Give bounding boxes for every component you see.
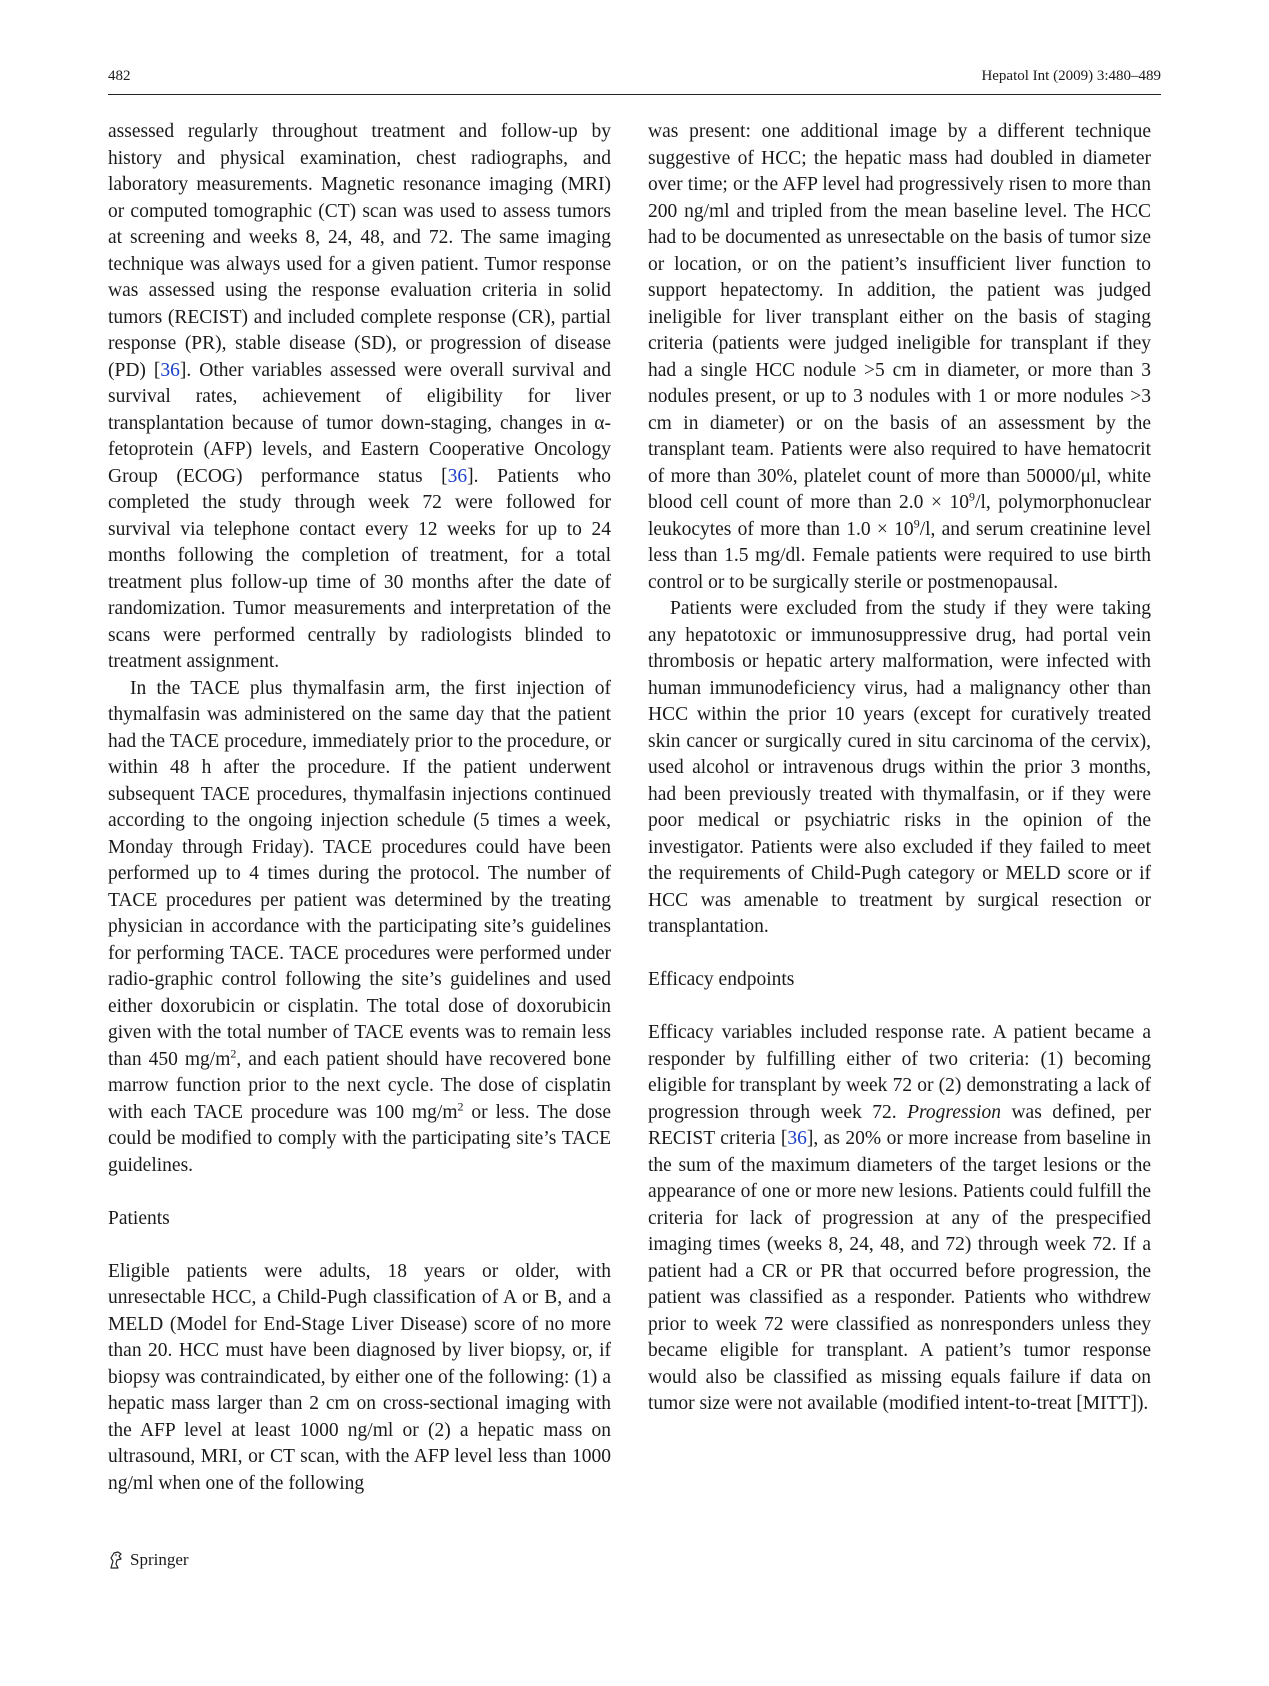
paragraph-efficacy: Efficacy variables included response rate. A patient became a responder by fulfilling either of two criteria: (1) becoming eligible for transplant by week 72 or (2) demonstrating a lack of progression through week 72. Progression was defined, per RECIST criteria [36], as 20% or more increase from baseline in the sum of the maximum diameters of the target lesions or the appearance of one or more new lesions. Patients could fulfill the criteria for lack of progression at any of the prespecified imaging times (weeks 8, 24, 48, and 72) through week 72. If a patient had a CR or PR that occurred before progression, the patient was classified as a responder. Patients who withdrew prior to week 72 were classified as nonresponders unless they became eligible for transplant. A patient’s tumor response would also be classified as missing equals failure if data on tumor size were not available (modified intent-to-treat [MITT]). (648, 1022, 1151, 1414)
section-heading-efficacy: Efficacy endpoints (648, 969, 795, 990)
paragraph-eligibility-continued: was present: one additional image by a different technique suggestive of HCC; the hepatic mass had doubled in diameter over time; or the AFP level had progressively risen to more than 200 ng/ml and tripled from the mean baseline level. The HCC had to be documented as unresectable on the basis of tumor size or location, or on the patient’s insufficient liver function to support hepatectomy. In addition, the patient was judged ineligible for liver transplant either on the basis of staging criteria (patients were judged ineligible for transplant if they had a single HCC nodule >5 cm in diameter, or more than 3 nodules present, or up to 3 nodules with 1 or more nodules >3 cm in diameter) or on the basis of an assessment by the transplant team. Patients were also required to have hematocrit of more than 30%, platelet count of more than 50000/μl, white blood cell count of more than $2.0 \times 10^9/l$, polymorphonuclear leukocytes of more than $1.0 \times 10^9/l$, and serum creatinine level less than 1.5 mg/dl. Female patients were required to use birth control or to be surgically sterile or postmenopausal. (648, 121, 1151, 593)
superscript: 9 (969, 489, 976, 504)
emphasis-progression: Progression (907, 1101, 1001, 1123)
superscript: 2 (230, 1046, 237, 1060)
paragraph-eligibility: Eligible patients were adults, 18 years or older, with unresectable HCC, a Child-Pugh classification of A or B, and a MELD (Model for End-Stage Liver Disease) score of no more than 20. HCC must have been diagnosed by liver biopsy, or, if biopsy was contraindicated, by either one of the following: (1) a hepatic mass larger than 2 cm on cross-sectional imaging with the AFP level at least 1000 ng/ml or (2) a hepatic mass on ultrasound, MRI, or CT scan, with the AFP level less than 1000 ng/ml when one of the following (108, 1260, 611, 1494)
section-heading-patients: Patients (108, 1207, 170, 1229)
springer-horse-icon (108, 1551, 124, 1569)
paragraph-tace-arm: In the TACE plus thymalfasin arm, the first injection of thymalfasin was administered on the same day that the patient had the TACE procedure, immediately prior to the procedure, or within 48 h after the procedure. If the patient underwent subsequent TACE procedures, thymalfasin injections continued according to the ongoing injection schedule (5 times a week, Monday through Friday). TACE procedures could have been performed up to 4 times during the protocol. The number of TACE procedures per patient was determined by the treating physician in accordance with the participating site’s guidelines for performing TACE. TACE procedures were performed under radio-graphic control following the site’s guidelines and used either doxorubicin or cisplatin. The total dose of doxorubicin given with the total number of TACE events was to remain less than 450 $mg/m^2$, and each patient should have recovered bone marrow function prior to the next cycle. The dose of cisplatin with each TACE procedure was 100 $mg/m^2$ or less. The dose could be modified to comply with the participating site’s TACE guidelines. (108, 677, 611, 1176)
header-rule (108, 94, 1161, 95)
page-number: 482 (108, 68, 131, 84)
journal-reference: Hepatol Int (2009) 3:480–489 (981, 68, 1161, 84)
paragraph-assessment: assessed regularly throughout treatment and follow-up by history and physical examination, chest radiographs, and laboratory measurements. Magnetic resonance imaging (MRI) or computed tomographic (CT) scan was used to assess tumors at screening and weeks 8, 24, 48, and 72. The same imaging technique was always used for a given patient. Tumor response was assessed using the response evaluation criteria in solid tumors (RECIST) and included complete response (CR), partial response (PR), stable disease (SD), or progression of disease (PD) [36]. Other variables assessed were overall survival and survival rates, achievement of eligibility for liver transplantation because of tumor down-staging, changes in α-fetoprotein (AFP) levels, and Eastern Cooperative Oncology Group (ECOG) performance status [36]. Patients who completed the study through week 72 were followed for survival via telephone contact every 12 weeks for up to 24 months following the completion of treatment, for a total treatment plus follow-up time of 30 months after the date of randomization. Tumor measurements and interpretation of the scans were performed centrally by radiologists blinded to treatment assignment. (108, 121, 611, 672)
page-footer (108, 1550, 189, 1570)
paragraph-exclusion: Patients were excluded from the study if they were taking any hepatotoxic or immunosuppressive drug, had portal vein thrombosis or hepatic artery malformation, were infected with human immunodeficiency virus, had a malignancy other than HCC within the prior 10 years (except for curatively treated skin cancer or surgically cured in situ carcinoma of the cervix), used alcohol or intravenous drugs within the prior 3 months, had been previously treated with thymalfasin, or if they were poor medical or psychiatric risks in the opinion of the investigator. Patients were also excluded if they failed to meet the requirements of Child-Pugh category or MELD score or if HCC was amenable to treatment by surgical resection or transplantation. (648, 598, 1151, 937)
publisher-name: Springer (130, 1550, 189, 1569)
superscript: 2 (457, 1099, 464, 1113)
superscript: 9 (913, 516, 920, 530)
citation-link[interactable]: 36 (447, 465, 468, 487)
citation-link[interactable]: 36 (787, 1128, 807, 1149)
left-column (108, 119, 611, 1497)
right-column (648, 119, 1151, 1418)
citation-link[interactable]: 36 (160, 359, 180, 381)
